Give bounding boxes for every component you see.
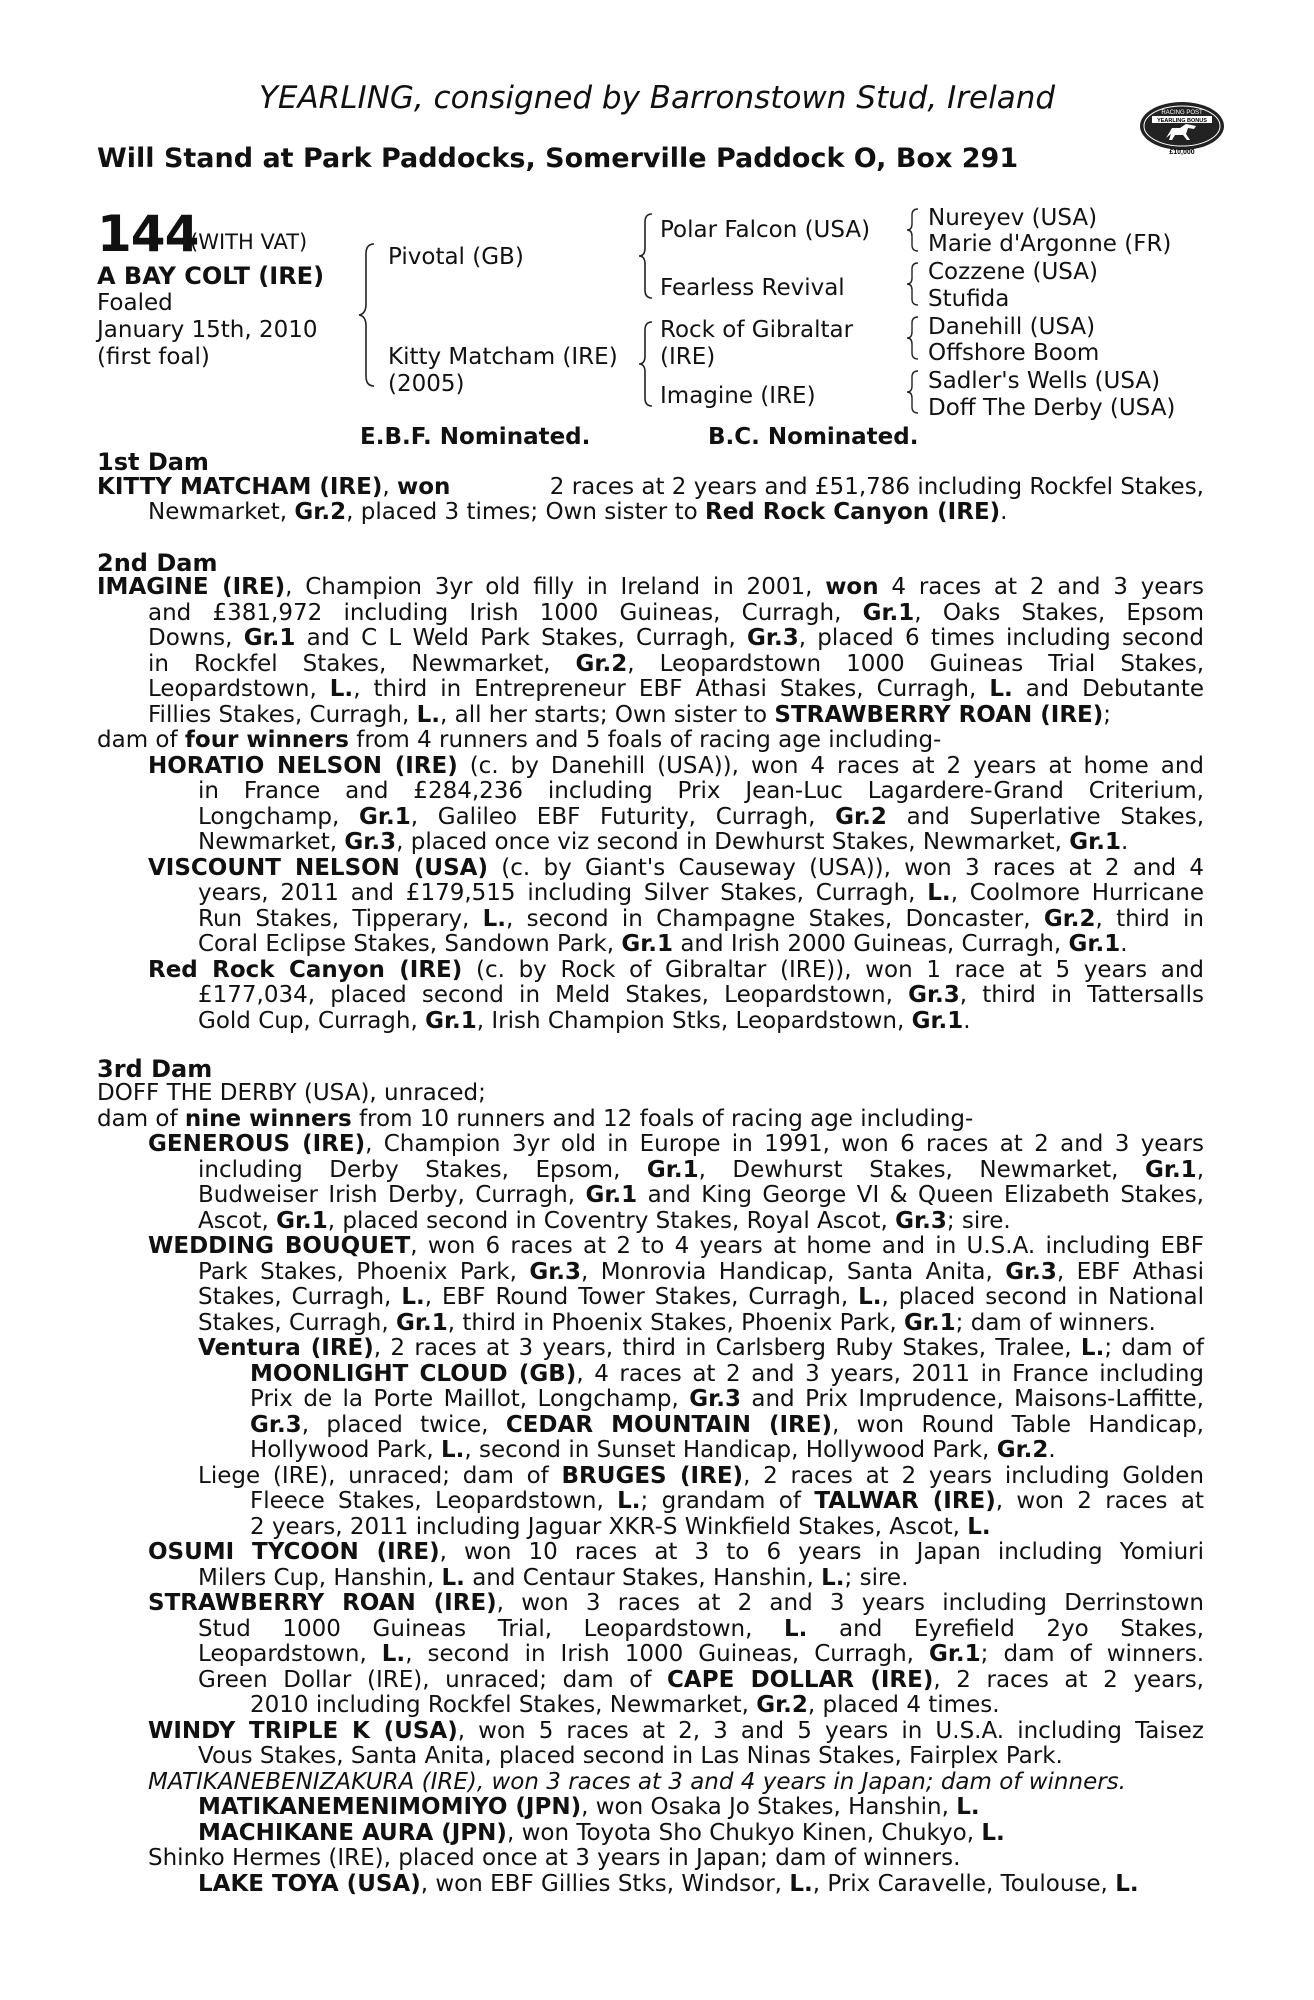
- bc-nomination: B.C. Nominated.: [708, 424, 919, 450]
- third-dam-line: Shinko Hermes (IRE), placed once at 3 years in Japan; dam of winners.: [148, 1845, 961, 1871]
- second-dam-line: Gold Cup, Curragh, Gr.1, Irish Champion Stks, Leopardstown, Gr.1.: [198, 1008, 971, 1034]
- second-dam-line: Longchamp, Gr.1, Galileo EBF Futurity, Curragh, Gr.2 and Superlative Stakes,: [198, 804, 1205, 830]
- sire-sire: Polar Falcon (USA): [660, 217, 871, 243]
- first-dam-line-2: [148, 500, 1007, 526]
- first-dam-sister: Red Rock Canyon (IRE): [704, 499, 1001, 525]
- third-dam-line: MOONLIGHT CLOUD (GB), 4 races at 2 and 3 years, 2011 in France including: [250, 1361, 1204, 1387]
- lot-number: 144: [97, 205, 199, 263]
- brace-rock: [904, 314, 922, 362]
- third-dam-line: Hollywood Park, L., second in Sunset Handicap, Hollywood Park, Gr.2.: [250, 1437, 1056, 1463]
- second-dam-line: Downs, Gr.1 and C L Weld Park Stakes, Curragh, Gr.3, placed 6 times including second: [148, 625, 1205, 651]
- dd-sire: Sadler's Wells (USA): [928, 368, 1161, 394]
- second-dam-heading: 2nd Dam: [97, 549, 218, 577]
- dam-sire-1: Rock of Gibraltar: [660, 317, 854, 343]
- third-dam-line: Stud 1000 Guineas Trial, Leopardstown, L. and Eyrefield 2yo Stakes,: [198, 1616, 1204, 1642]
- first-foal: (first foal): [97, 344, 210, 370]
- dam-sire-2: (IRE): [660, 344, 716, 370]
- brace-kitty: [636, 318, 658, 410]
- third-dam-line: Stakes, Curragh, L., EBF Round Tower Stakes, Curragh, L., placed second in National: [198, 1284, 1204, 1310]
- second-dam-line: dam of four winners from 4 runners and 5 foals of racing age including-: [97, 727, 942, 753]
- third-dam-line: Gr.3, placed twice, CEDAR MOUNTAIN (IRE), won Round Table Handicap,: [250, 1412, 1204, 1438]
- foaled-date: January 15th, 2010: [97, 317, 318, 343]
- third-dam-heading: 3rd Dam: [97, 1055, 213, 1083]
- ds-sire: Danehill (USA): [928, 314, 1096, 340]
- third-dam-line: Fleece Stakes, Leopardstown, L.; grandam of TALWAR (IRE), won 2 races at: [250, 1488, 1204, 1514]
- first-dam-gr2: Gr.2: [294, 499, 347, 525]
- page-title: YEARLING, consigned by Barronstown Stud, Ireland: [258, 80, 1056, 116]
- third-dam-line: Stakes, Curragh, Gr.1, third in Phoenix Stakes, Phoenix Park, Gr.1; dam of winners.: [198, 1310, 1156, 1336]
- first-dam-text-1: 2 races at 2 years and £51,786 including Rockfel Stakes,: [549, 474, 1204, 500]
- second-dam-line: IMAGINE (IRE), Champion 3yr old filly in Ireland in 2001, won 4 races at 2 and 3 years: [97, 574, 1204, 600]
- first-dam-line-1: KITTY MATCHAM (IRE), won 2 races at 2 years and £51,786 including Rockfel Stakes,: [97, 474, 1204, 500]
- third-dam-line: 2010 including Rockfel Stakes, Newmarket, Gr.2, placed 4 times.: [250, 1692, 1000, 1718]
- first-dam-text-2a: Newmarket,: [148, 499, 288, 525]
- stand-location: Will Stand at Park Paddocks, Somerville Paddock O, Box 291: [97, 143, 1019, 174]
- logo-top-text: RACING POST: [1161, 110, 1203, 116]
- third-dam-line: Park Stakes, Phoenix Park, Gr.3, Monrovia Handicap, Santa Anita, Gr.3, EBF Athasi: [198, 1259, 1205, 1285]
- second-dam-line: Run Stakes, Tipperary, L., second in Champagne Stakes, Doncaster, Gr.2, third in: [198, 906, 1204, 932]
- yearling-bonus-logo: [1138, 98, 1226, 156]
- third-dam-line: Prix de la Porte Maillot, Longchamp, Gr.3 and Prix Imprudence, Maisons-Laffitte,: [250, 1386, 1204, 1412]
- third-dam-line: GENEROUS (IRE), Champion 3yr old in Europe in 1991, won 6 races at 2 and 3 years: [148, 1131, 1204, 1157]
- second-dam-line: in Rockfel Stakes, Newmarket, Gr.2, Leopardstown 1000 Guineas Trial Stakes,: [148, 651, 1205, 677]
- first-dam-name: KITTY MATCHAM (IRE): [97, 474, 383, 500]
- brace-fearless: [904, 260, 922, 308]
- sd-sire: Cozzene (USA): [928, 259, 1099, 285]
- lot-vat: (WITH VAT): [190, 230, 308, 254]
- logo-amount-text: £10,000: [1169, 149, 1195, 156]
- second-dam-line: Coral Eclipse Stakes, Sandown Park, Gr.1 and Irish 2000 Guineas, Curragh, Gr.1.: [198, 931, 1128, 957]
- third-dam-line: including Derby Stakes, Epsom, Gr.1, Dewhurst Stakes, Newmarket, Gr.1,: [198, 1157, 1204, 1183]
- third-dam-line: Leopardstown, L., second in Irish 1000 Guineas, Curragh, Gr.1; dam of winners.: [198, 1641, 1204, 1667]
- brace-sire-dam: [356, 240, 380, 390]
- second-dam-line: Leopardstown, L., third in Entrepreneur EBF Athasi Stakes, Curragh, L. and Debutante: [148, 676, 1204, 702]
- first-dam-end: .: [1000, 499, 1008, 525]
- logo-band-text: YEARLING BONUS: [1157, 118, 1207, 124]
- foaled-label: Foaled: [97, 290, 173, 316]
- third-dam-line: MATIKANEMENIMOMIYO (JPN), won Osaka Jo Stakes, Hanshin, L.: [198, 1794, 980, 1820]
- third-dam-line: Ventura (IRE), 2 races at 3 years, third in Carlsberg Ruby Stakes, Tralee, L.; dam of: [198, 1335, 1204, 1361]
- second-dam-line: years, 2011 and £179,515 including Silver Stakes, Curragh, L., Coolmore Hurricane: [198, 880, 1205, 906]
- third-dam-line: MACHIKANE AURA (JPN), won Toyota Sho Chukyo Kinen, Chukyo, L.: [198, 1820, 1005, 1846]
- second-dam-line: VISCOUNT NELSON (USA) (c. by Giant's Causeway (USA)), won 3 races at 2 and 4: [148, 855, 1205, 881]
- third-dam-line: Vous Stakes, Santa Anita, placed second in Las Ninas Stakes, Fairplex Park.: [198, 1743, 1063, 1769]
- sd-dam: Stufida: [928, 286, 1010, 312]
- third-dam-line: 2 years, 2011 including Jaguar XKR-S Winkfield Stakes, Ascot, L.: [250, 1514, 991, 1540]
- second-dam-line: Red Rock Canyon (IRE) (c. by Rock of Gibraltar (IRE)), won 1 race at 5 years and: [148, 957, 1205, 983]
- third-dam-line: OSUMI TYCOON (IRE), won 10 races at 3 to 6 years in Japan including Yomiuri: [148, 1539, 1205, 1565]
- second-dam-line: Fillies Stakes, Curragh, L., all her starts; Own sister to STRAWBERRY ROAN (IRE);: [148, 702, 1112, 728]
- dam: Kitty Matcham (IRE): [388, 344, 618, 370]
- third-dam-line: Ascot, Gr.1, placed second in Coventry Stakes, Royal Ascot, Gr.3; sire.: [198, 1208, 1011, 1234]
- second-dam-line: HORATIO NELSON (IRE) (c. by Danehill (USA)), won 4 races at 2 years at home and: [148, 753, 1204, 779]
- dam-year: (2005): [388, 371, 465, 397]
- third-dam-line: Liege (IRE), unraced; dam of BRUGES (IRE), 2 races at 2 years including Golden: [198, 1463, 1204, 1489]
- brace-pivotal: [636, 210, 658, 302]
- second-dam-line: £177,034, placed second in Meld Stakes, Leopardstown, Gr.3, third in Tattersalls: [198, 982, 1204, 1008]
- third-dam-line: Budweiser Irish Derby, Curragh, Gr.1 and King George VI & Queen Elizabeth Stakes,: [198, 1182, 1204, 1208]
- brace-polar: [904, 206, 922, 254]
- third-dam-line: dam of nine winners from 10 runners and 12 foals of racing age including-: [97, 1106, 974, 1132]
- third-dam-line: Milers Cup, Hanshin, L. and Centaur Stakes, Hanshin, L.; sire.: [198, 1565, 909, 1591]
- third-dam-line: WINDY TRIPLE K (USA), won 5 races at 2, 3 and 5 years in U.S.A. including Taisez: [148, 1718, 1204, 1744]
- third-dam-line: WEDDING BOUQUET, won 6 races at 2 to 4 years at home and in U.S.A. including EBF: [148, 1233, 1204, 1259]
- sire: Pivotal (GB): [388, 244, 524, 270]
- lot-description: A BAY COLT (IRE): [97, 262, 325, 290]
- first-dam-heading: 1st Dam: [97, 448, 209, 476]
- dam-dam: Imagine (IRE): [660, 383, 816, 409]
- ss-dam: Marie d'Argonne (FR): [928, 231, 1172, 257]
- ss-sire: Nureyev (USA): [928, 205, 1098, 231]
- first-dam-won: won: [397, 474, 451, 500]
- second-dam-line: Newmarket, Gr.3, placed once viz second in Dewhurst Stakes, Newmarket, Gr.1.: [198, 829, 1129, 855]
- ds-dam: Offshore Boom: [928, 340, 1100, 366]
- third-dam-line: LAKE TOYA (USA), won EBF Gillies Stks, Windsor, L., Prix Caravelle, Toulouse, L.: [198, 1871, 1139, 1897]
- dd-dam: Doff The Derby (USA): [928, 395, 1176, 421]
- sire-dam: Fearless Revival: [660, 275, 845, 301]
- third-dam-line: DOFF THE DERBY (USA), unraced;: [97, 1080, 486, 1106]
- third-dam-line: MATIKANEBENIZAKURA (IRE), won 3 races at 3 and 4 years in Japan; dam of winners.: [148, 1769, 1126, 1795]
- third-dam-line: Green Dollar (IRE), unraced; dam of CAPE DOLLAR (IRE), 2 races at 2 years,: [198, 1667, 1204, 1693]
- ebf-nomination: E.B.F. Nominated.: [360, 424, 591, 450]
- second-dam-line: in France and £284,236 including Prix Jean-Luc Lagardere-Grand Criterium,: [198, 778, 1204, 804]
- third-dam-line: STRAWBERRY ROAN (IRE), won 3 races at 2 and 3 years including Derrinstown: [148, 1590, 1204, 1616]
- brace-imagine: [904, 368, 922, 416]
- second-dam-line: and £381,972 including Irish 1000 Guineas, Curragh, Gr.1, Oaks Stakes, Epsom: [148, 600, 1204, 626]
- first-dam-text-2b: , placed 3 times; Own sister to: [346, 499, 698, 525]
